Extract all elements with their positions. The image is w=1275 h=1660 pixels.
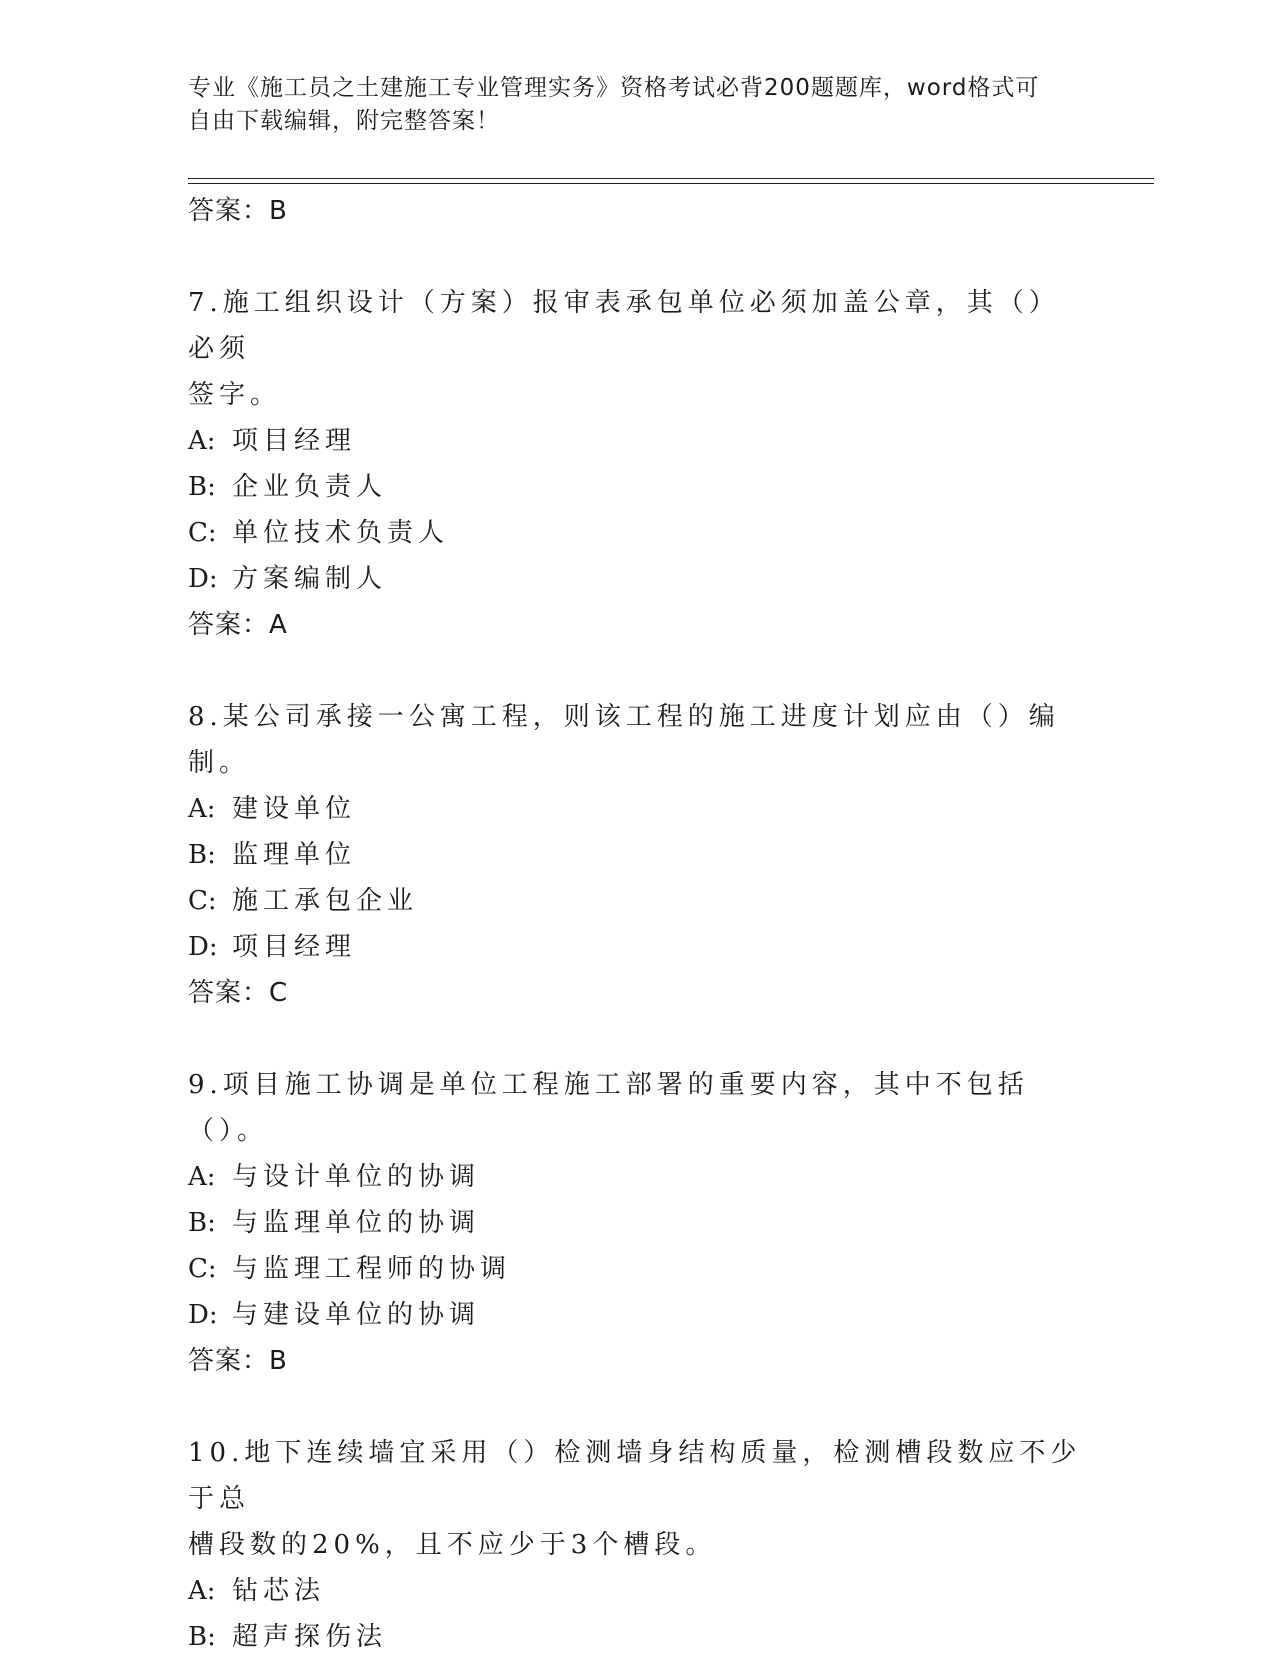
header-line-2: 自由下载编辑，附完整答案！ — [188, 108, 500, 134]
option-text: 监理单位 — [232, 840, 357, 870]
option-letter: C: — [188, 518, 217, 548]
option-text: 超声探伤法 — [232, 1622, 388, 1652]
document-header — [188, 72, 1068, 138]
question-10 — [188, 1430, 1088, 1660]
question-text-continued: 签字。 — [188, 380, 282, 410]
option-c — [188, 510, 1088, 556]
option-text: 企业负责人 — [232, 472, 388, 502]
option-text: 方案编制人 — [232, 564, 388, 594]
option-text: 钻芯法 — [232, 1576, 326, 1606]
option-letter: C: — [188, 1254, 217, 1284]
option-text: 项目经理 — [232, 932, 357, 962]
option-letter: A: — [188, 1576, 216, 1606]
answer-line — [188, 188, 1088, 234]
option-letter: D: — [188, 1300, 218, 1330]
question-text: 10.地下连续墙宜采用（）检测墙身结构质量，检测槽段数应不少于总 — [188, 1438, 1082, 1514]
answer-label: 答案： — [188, 610, 270, 640]
question-list — [188, 188, 1088, 1660]
answer-label: 答案： — [188, 1346, 270, 1376]
question-8 — [188, 694, 1088, 1016]
option-letter: B: — [188, 1622, 216, 1652]
option-letter: C: — [188, 886, 217, 916]
option-text: 项目经理 — [232, 426, 357, 456]
option-letter: B: — [188, 472, 216, 502]
answer-line — [188, 970, 1088, 1016]
option-d — [188, 924, 1088, 970]
option-b — [188, 1614, 1088, 1660]
answer-value: C — [269, 978, 289, 1008]
answer-line — [188, 1338, 1088, 1384]
answer-label: 答案： — [188, 196, 270, 226]
option-text: 单位技术负责人 — [232, 518, 450, 548]
option-a — [188, 1154, 1088, 1200]
question-text: 7.施工组织设计（方案）报审表承包单位必须加盖公章，其（）必须 — [188, 288, 1060, 364]
question-text: 8.某公司承接一公寓工程，则该工程的施工进度计划应由（）编制。 — [188, 702, 1060, 778]
option-letter: B: — [188, 840, 216, 870]
option-text: 与建设单位的协调 — [232, 1300, 481, 1330]
question-text-continued: 槽段数的20%，且不应少于3个槽段。 — [188, 1530, 717, 1560]
answer-value: B — [269, 1346, 288, 1376]
option-d — [188, 1292, 1088, 1338]
option-text: 建设单位 — [232, 794, 357, 824]
option-d — [188, 556, 1088, 602]
option-letter: A: — [188, 426, 216, 456]
option-letter: D: — [188, 564, 218, 594]
option-a — [188, 786, 1088, 832]
question-9 — [188, 1062, 1088, 1384]
question-7 — [188, 280, 1088, 648]
option-letter: B: — [188, 1208, 216, 1238]
option-text: 施工承包企业 — [232, 886, 419, 916]
answer-value: B — [269, 196, 288, 226]
header-line-1: 专业《施工员之土建施工专业管理实务》资格考试必背200题题库，word格式可 — [188, 75, 1040, 101]
option-letter: D: — [188, 932, 218, 962]
option-text: 与设计单位的协调 — [232, 1162, 481, 1192]
answer-label: 答案： — [188, 978, 270, 1008]
option-letter: A: — [188, 1162, 216, 1192]
option-text: 与监理单位的协调 — [232, 1208, 481, 1238]
header-divider-bottom — [188, 183, 1154, 184]
option-b — [188, 832, 1088, 878]
option-b — [188, 1200, 1088, 1246]
option-c — [188, 1246, 1088, 1292]
option-b — [188, 464, 1088, 510]
option-letter: A: — [188, 794, 216, 824]
option-c — [188, 878, 1088, 924]
answer-line — [188, 602, 1088, 648]
header-divider-top — [188, 178, 1154, 179]
option-text: 与监理工程师的协调 — [232, 1254, 512, 1284]
answer-value: A — [269, 610, 288, 640]
question-text: 9.项目施工协调是单位工程施工部署的重要内容，其中不包括（）。 — [188, 1070, 1029, 1146]
option-a — [188, 418, 1088, 464]
option-a — [188, 1568, 1088, 1614]
